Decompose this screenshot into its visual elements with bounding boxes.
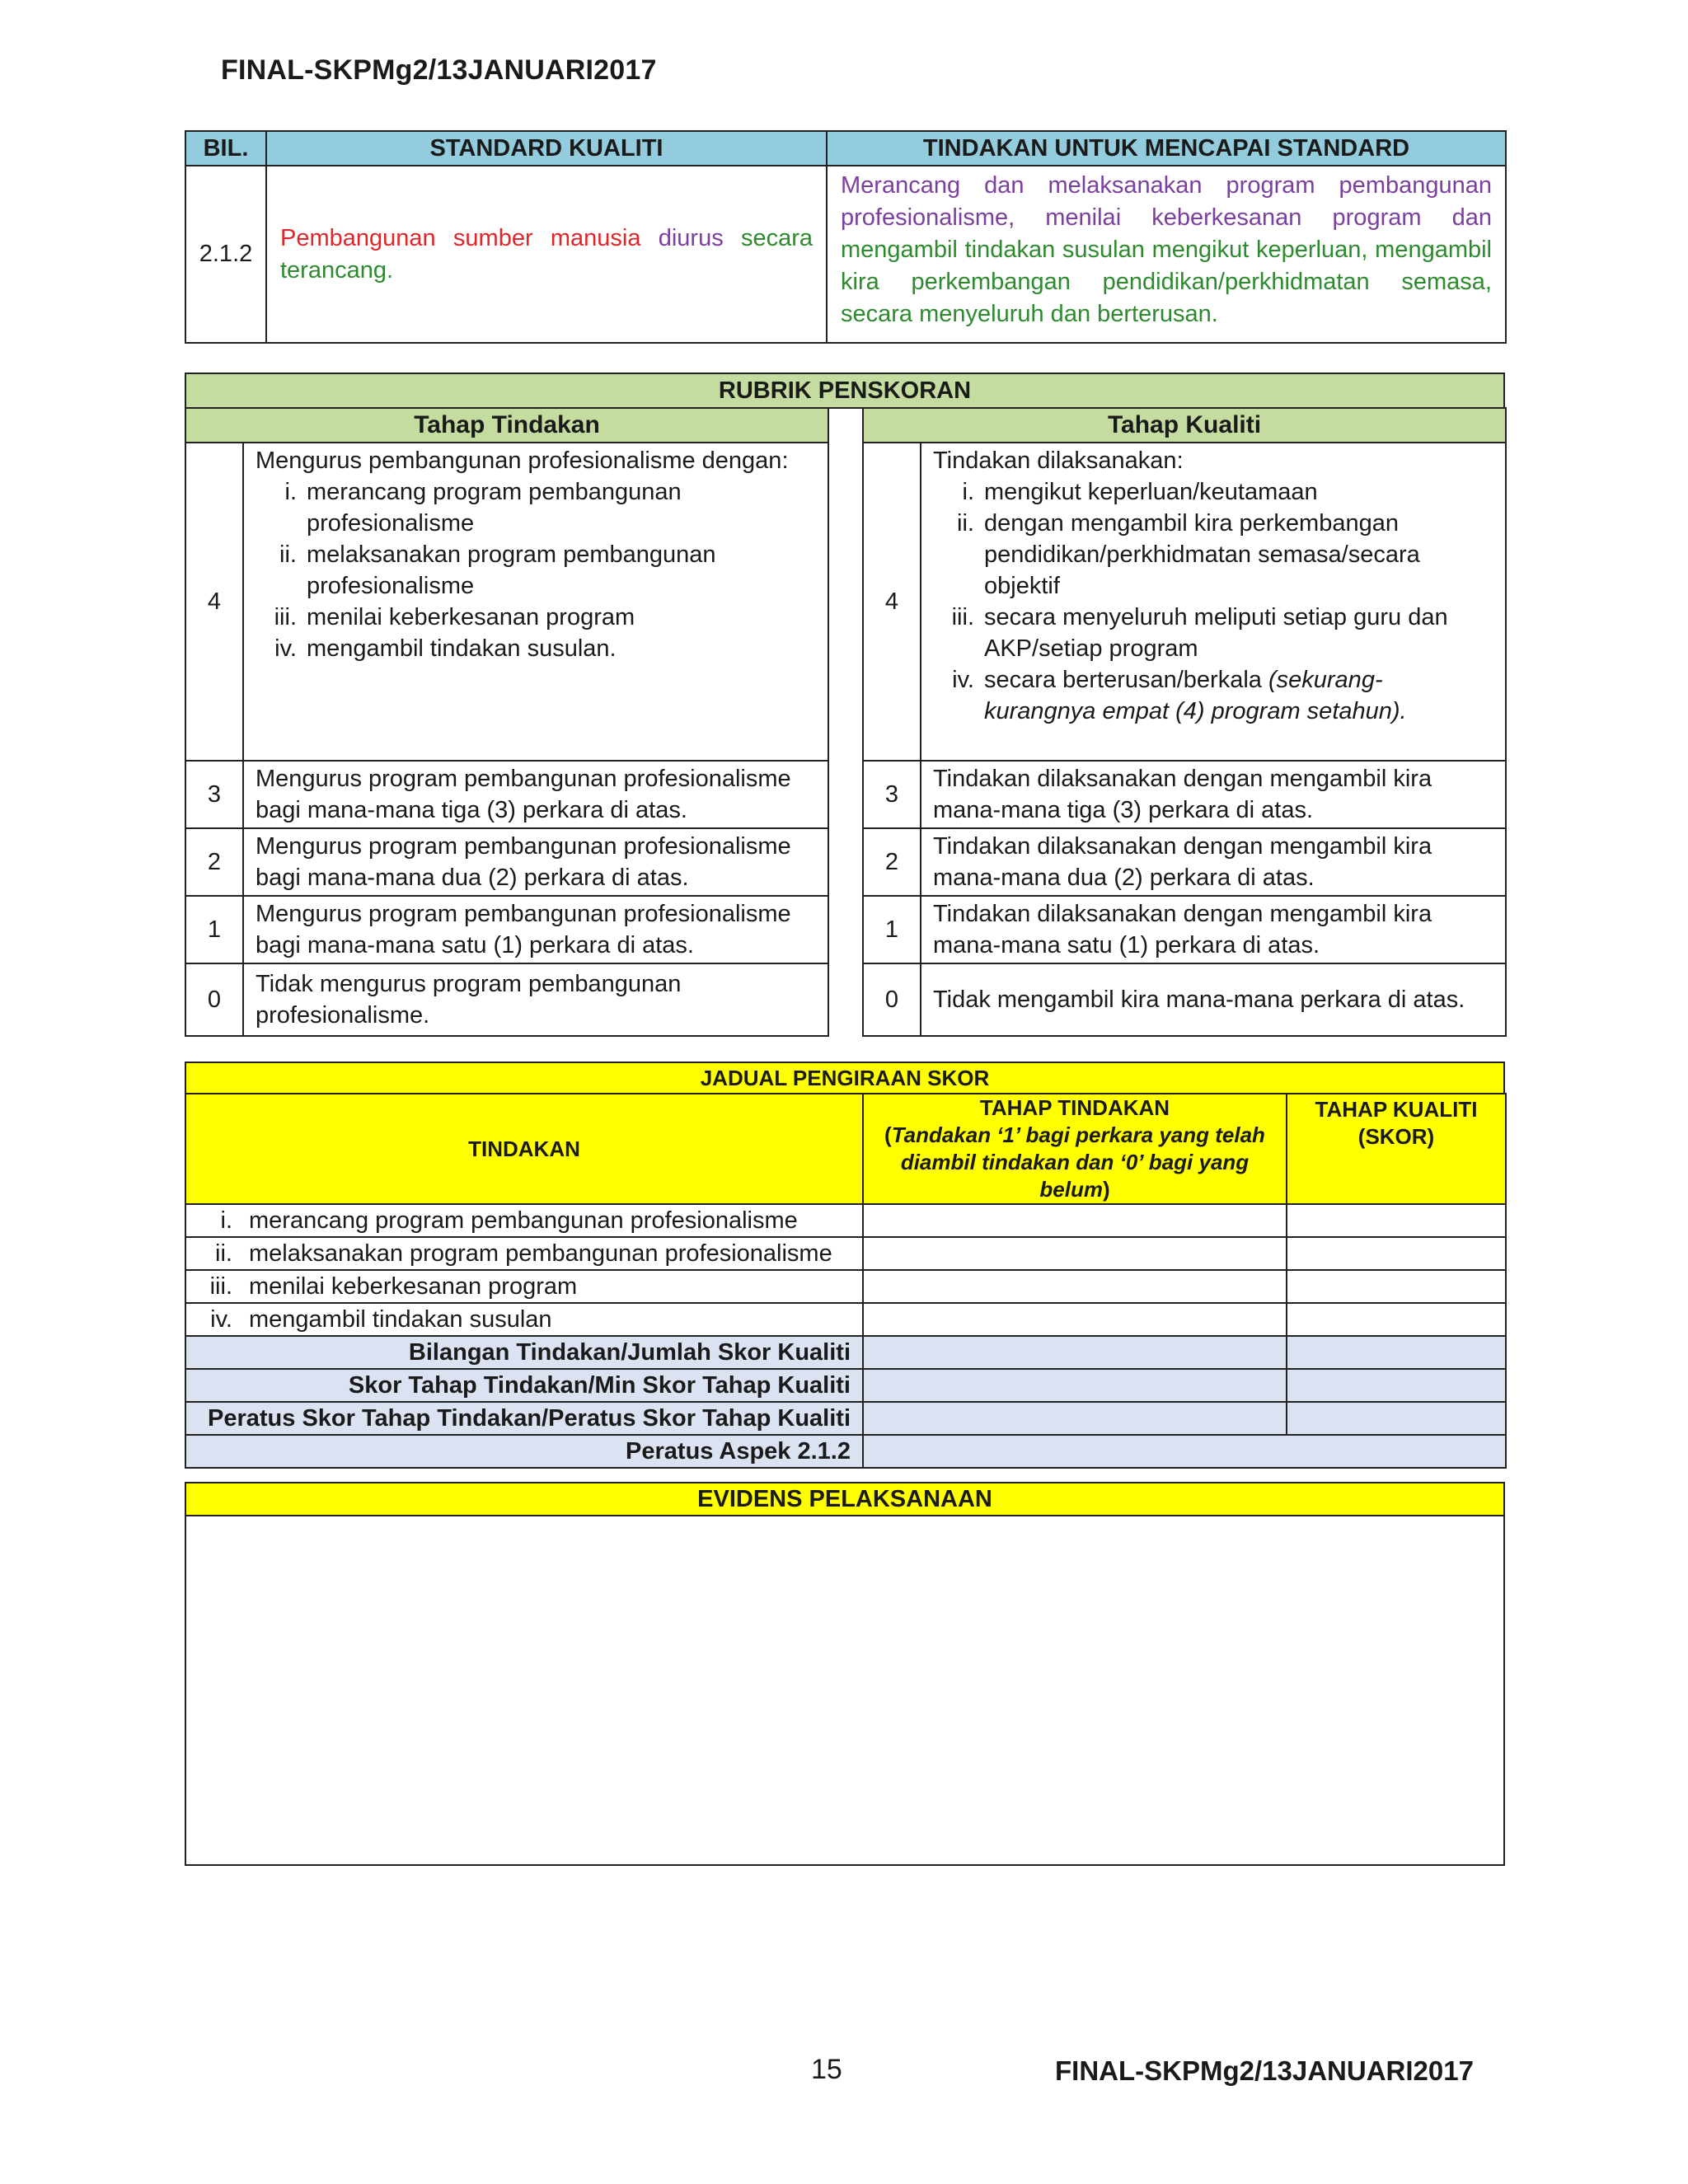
- list-num: iii.: [951, 604, 974, 630]
- list-item: [256, 539, 816, 602]
- tahap-tindakan-cell[interactable]: [863, 1237, 1287, 1270]
- item-num: ii.: [215, 1240, 232, 1267]
- tindakan-item: [185, 1303, 863, 1336]
- level-4-list: [933, 476, 1493, 727]
- item-num: i.: [220, 1207, 232, 1234]
- level-description: Mengurus program pembangunan profesionalisme bagi mana-mana dua (2) perkara di atas.: [243, 828, 828, 896]
- rubric-tahap-tindakan-table: [185, 407, 829, 1037]
- level-number: 2: [863, 828, 921, 896]
- page-number: 15: [811, 2054, 842, 2085]
- tahap-tindakan-label: TAHAP TINDAKAN: [979, 1095, 1170, 1120]
- table-row: [185, 1303, 1506, 1336]
- list-text-italic: (sekurang-kurangnya empat (4) program setahun).: [984, 667, 1407, 724]
- note-paren: (: [884, 1122, 892, 1147]
- standard-bil: 2.1.2: [185, 166, 266, 343]
- item-text: menilai keberkesanan program: [249, 1273, 578, 1300]
- item-num: iv.: [210, 1306, 232, 1333]
- summary-row: [185, 1369, 1506, 1402]
- standard-table: [185, 130, 1507, 344]
- level-number: 1: [863, 896, 921, 963]
- level-description: Mengurus program pembangunan profesionalisme bagi mana-mana satu (1) perkara di atas.: [243, 896, 828, 963]
- note-paren: ): [1102, 1177, 1110, 1202]
- list-item: [256, 476, 816, 539]
- note-text: Tandakan ‘1’ bagi perkara yang telah diambil tindakan dan ‘0’ bagi yang belum: [891, 1122, 1265, 1202]
- list-item: [256, 633, 816, 664]
- item-text: melaksanakan program pembangunan profesionalisme: [249, 1240, 832, 1267]
- standard-part: Pembangunan sumber manusia: [280, 224, 659, 251]
- summary-label: Bilangan Tindakan/Jumlah Skor Kualiti: [185, 1336, 863, 1369]
- summary-kualiti-cell[interactable]: [1287, 1336, 1506, 1369]
- item-text: merancang program pembangunan profesionalisme: [249, 1207, 798, 1234]
- summary-label: Skor Tahap Tindakan/Min Skor Tahap Kualiti: [185, 1369, 863, 1402]
- peratus-aspek-cell[interactable]: [863, 1435, 1506, 1468]
- evidens-title: EVIDENS PELAKSANAAN: [185, 1482, 1505, 1516]
- col-tindakan-header: TINDAKAN: [185, 1094, 863, 1204]
- level-4-intro: Tindakan dilaksanakan:: [933, 448, 1184, 474]
- list-text: melaksanakan program pembangunan profesionalisme: [307, 541, 716, 599]
- summary-row: [185, 1435, 1506, 1468]
- tahap-tindakan-cell[interactable]: [863, 1204, 1287, 1237]
- level-number: 1: [185, 896, 243, 963]
- evidens-box[interactable]: [185, 1515, 1505, 1866]
- table-row: [185, 1204, 1506, 1237]
- col-standard-header: STANDARD KUALITI: [266, 131, 827, 166]
- list-text: merancang program pembangunan profesionalisme: [307, 479, 682, 537]
- level-number: 4: [863, 443, 921, 761]
- tahap-kualiti-cell[interactable]: [1287, 1204, 1506, 1237]
- list-text: mengikut keperluan/keutamaan: [984, 479, 1318, 505]
- list-num: iii.: [274, 604, 297, 630]
- rubric-title: RUBRIK PENSKORAN: [185, 373, 1505, 409]
- level-4-intro: Mengurus pembangunan profesionalisme dengan:: [256, 448, 789, 474]
- summary-row: [185, 1402, 1506, 1435]
- col-bil-header: BIL.: [185, 131, 266, 166]
- tahap-kualiti-cell[interactable]: [1287, 1270, 1506, 1303]
- list-item: [933, 476, 1493, 508]
- tahap-tindakan-cell[interactable]: [863, 1270, 1287, 1303]
- tindakan-part: Merancang dan melaksanakan program pembangunan profesionalisme, menilai keberkesanan program dan: [841, 172, 1492, 231]
- tindakan-item: [185, 1237, 863, 1270]
- list-num: i.: [284, 479, 297, 505]
- tindakan-item: [185, 1270, 863, 1303]
- level-number: 4: [185, 443, 243, 761]
- level-4-list: [256, 476, 816, 664]
- tahap-tindakan-heading: Tahap Tindakan: [185, 408, 828, 443]
- level-description: Tindakan dilaksanakan dengan mengambil kira mana-mana tiga (3) perkara di atas.: [921, 761, 1506, 828]
- summary-tindakan-cell[interactable]: [863, 1369, 1287, 1402]
- summary-label: Peratus Aspek 2.1.2: [185, 1435, 863, 1468]
- level-description: Mengurus program pembangunan profesionalisme bagi mana-mana tiga (3) perkara di atas.: [243, 761, 828, 828]
- tindakan-item: [185, 1204, 863, 1237]
- tahap-tindakan-cell[interactable]: [863, 1303, 1287, 1336]
- list-item: [933, 602, 1493, 664]
- level-number: 0: [185, 963, 243, 1036]
- list-num: i.: [962, 479, 974, 505]
- list-text: secara berterusan/berkala: [984, 667, 1268, 693]
- list-num: ii.: [957, 510, 974, 537]
- list-item: [933, 664, 1493, 727]
- document-header-code: FINAL-SKPMg2/13JANUARI2017: [221, 54, 657, 86]
- level-4-description: [243, 443, 828, 761]
- summary-label: Peratus Skor Tahap Tindakan/Peratus Skor Tahap Kualiti: [185, 1402, 863, 1435]
- list-text: secara menyeluruh meliputi setiap guru dan AKP/setiap program: [984, 604, 1448, 662]
- tindakan-standard-text: [827, 166, 1506, 343]
- tindakan-part: mengambil tindakan susulan mengikut keperluan, mengambil kira perkembangan pendidikan/perkhidmatan semasa, secara menyeluruh dan berterusan.: [841, 237, 1492, 327]
- list-num: iv.: [274, 635, 297, 662]
- tahap-kualiti-cell[interactable]: [1287, 1303, 1506, 1336]
- level-description: Tidak mengambil kira mana-mana perkara di atas.: [921, 963, 1506, 1036]
- footer-doc-code: FINAL-SKPMg2/13JANUARI2017: [1055, 2055, 1474, 2086]
- standard-kualiti-text: [266, 166, 827, 343]
- list-text: mengambil tindakan susulan.: [307, 635, 617, 662]
- level-description: Tidak mengurus program pembangunan profesionalisme.: [243, 963, 828, 1036]
- list-text: dengan mengambil kira perkembangan pendidikan/perkhidmatan semasa/secara objektif: [984, 510, 1420, 599]
- list-item: [256, 602, 816, 633]
- level-4-description: [921, 443, 1506, 761]
- standard-part: secara terancang.: [280, 224, 813, 284]
- summary-tindakan-cell[interactable]: [863, 1336, 1287, 1369]
- level-number: 3: [185, 761, 243, 828]
- level-number: 2: [185, 828, 243, 896]
- summary-row: [185, 1336, 1506, 1369]
- item-text: mengambil tindakan susulan: [249, 1306, 552, 1333]
- table-row: [185, 1270, 1506, 1303]
- level-description: Tindakan dilaksanakan dengan mengambil kira mana-mana satu (1) perkara di atas.: [921, 896, 1506, 963]
- list-item: [933, 508, 1493, 602]
- level-number: 0: [863, 963, 921, 1036]
- col-tahap-tindakan-header: [863, 1094, 1287, 1204]
- jadual-skor-title: JADUAL PENGIRAAN SKOR: [185, 1062, 1505, 1094]
- tahap-tindakan-note: [864, 1122, 1286, 1203]
- summary-kualiti-cell[interactable]: [1287, 1369, 1506, 1402]
- col-tahap-kualiti-header: [1287, 1094, 1506, 1204]
- item-num: iii.: [209, 1273, 232, 1300]
- jadual-pengiraan-skor: [185, 1093, 1507, 1469]
- summary-kualiti-cell[interactable]: [1287, 1402, 1506, 1435]
- list-text: menilai keberkesanan program: [307, 604, 635, 630]
- tahap-kualiti-heading: Tahap Kualiti: [863, 408, 1506, 443]
- list-num: iv.: [952, 667, 974, 693]
- list-num: ii.: [279, 541, 297, 568]
- level-number: 3: [863, 761, 921, 828]
- skor-label: (SKOR): [1357, 1124, 1435, 1149]
- table-row: [185, 1237, 1506, 1270]
- tahap-kualiti-cell[interactable]: [1287, 1237, 1506, 1270]
- level-description: Tindakan dilaksanakan dengan mengambil kira mana-mana dua (2) perkara di atas.: [921, 828, 1506, 896]
- tahap-kualiti-label: TAHAP KUALITI: [1315, 1097, 1478, 1122]
- summary-tindakan-cell[interactable]: [863, 1402, 1287, 1435]
- standard-part: diurus: [658, 224, 741, 251]
- col-tindakan-header: TINDAKAN UNTUK MENCAPAI STANDARD: [827, 131, 1506, 166]
- rubric-tahap-kualiti-table: [862, 407, 1507, 1037]
